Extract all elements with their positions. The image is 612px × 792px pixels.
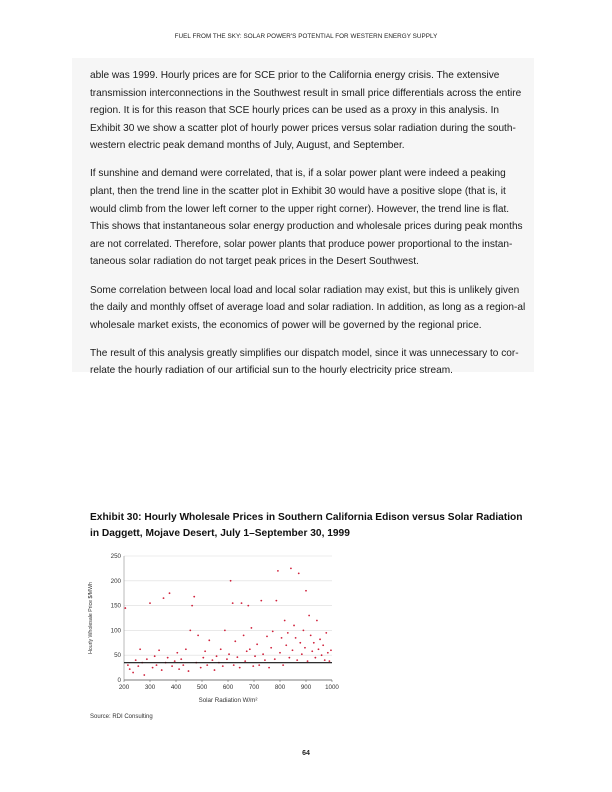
data-point bbox=[232, 602, 234, 604]
data-point bbox=[279, 652, 281, 654]
data-point bbox=[161, 669, 163, 671]
data-point bbox=[178, 668, 180, 670]
data-point bbox=[322, 644, 324, 646]
data-point bbox=[251, 627, 253, 629]
data-point bbox=[262, 653, 264, 655]
data-point bbox=[313, 642, 315, 644]
data-point bbox=[268, 667, 270, 669]
data-point bbox=[154, 655, 156, 657]
data-point bbox=[189, 630, 191, 632]
data-point bbox=[188, 670, 190, 672]
data-point bbox=[135, 659, 137, 661]
data-point bbox=[169, 592, 171, 594]
data-point bbox=[212, 659, 214, 661]
data-point bbox=[277, 570, 279, 572]
data-point bbox=[305, 590, 307, 592]
data-point bbox=[296, 659, 298, 661]
y-tick-label: 250 bbox=[110, 553, 121, 560]
paragraph: The result of this analysis greatly simplifies our dispatch model, since it was unnecessary to cor-relate the hourly radiation of our artificial sun to the hourly electricity price stream. bbox=[90, 347, 519, 377]
data-point bbox=[239, 667, 241, 669]
data-point bbox=[149, 602, 151, 604]
chart-svg bbox=[84, 548, 344, 713]
x-tick-label: 800 bbox=[274, 684, 286, 691]
x-tick-label: 200 bbox=[118, 684, 130, 691]
data-point bbox=[241, 602, 243, 604]
data-point bbox=[301, 653, 303, 655]
data-point bbox=[284, 620, 286, 622]
data-point bbox=[230, 580, 232, 582]
paragraph: Some correlation between local load and local solar radiation may exist, but this is unlikely given the daily and monthly offset of average load and solar radiation. In addition, as long as a region-al wholesale market exists, the economics of power will be governed by the regional price. bbox=[90, 284, 526, 331]
data-point bbox=[236, 656, 238, 658]
data-point bbox=[321, 654, 323, 656]
data-point bbox=[324, 659, 326, 661]
data-point bbox=[303, 630, 305, 632]
data-point bbox=[329, 660, 331, 662]
data-point bbox=[307, 660, 309, 662]
data-point bbox=[274, 658, 276, 660]
data-point bbox=[191, 605, 193, 607]
y-tick-label: 0 bbox=[117, 677, 121, 684]
scatter-chart bbox=[84, 548, 344, 713]
data-point bbox=[310, 634, 312, 636]
paragraph: able was 1999. Hourly prices are for SCE prior to the California energy crisis. The extensive transmission interconnections in the Southwest result in small price differentials across the entire region. It is for this reason that SCE hourly prices can be used as a proxy in this analysis. In Exhibit 30 we show a scatter plot of hourly power prices versus solar radiation during the south-western electric peak demand months of July, August, and September. bbox=[90, 70, 522, 152]
data-point bbox=[163, 597, 165, 599]
y-tick-label: 200 bbox=[110, 577, 121, 585]
x-tick-label: 400 bbox=[170, 684, 182, 691]
data-point bbox=[288, 657, 290, 659]
data-point bbox=[298, 572, 300, 574]
x-tick-label: 900 bbox=[300, 684, 312, 691]
data-point bbox=[246, 650, 248, 652]
page-number: 64 bbox=[302, 750, 310, 757]
data-point bbox=[129, 668, 131, 670]
y-tick-label: 150 bbox=[110, 602, 121, 610]
paragraph: If sunshine and demand were correlated, that is, if a solar power plant were indeed a peaking plant, then the trend line in the scatter plot in Exhibit 30 would have a positive slope (that is, it would climb from the lower left corner to the upper right corner). However, the trend line is flat. This shows that instantaneous solar energy production and wholesale prices during peak months are not correlated. Therefore, solar power plants that produce power proportional to the instan-taneous solar radiation do not target peak prices in the Desert Southwest. bbox=[90, 168, 523, 268]
data-point bbox=[318, 648, 320, 650]
data-point bbox=[293, 625, 295, 627]
data-point bbox=[208, 639, 210, 641]
data-point bbox=[152, 667, 154, 669]
data-point bbox=[182, 664, 184, 666]
data-point bbox=[228, 653, 230, 655]
data-point bbox=[216, 655, 218, 657]
data-point bbox=[270, 647, 272, 649]
x-tick-label: 1000 bbox=[325, 684, 339, 691]
data-point bbox=[272, 630, 274, 632]
data-point bbox=[206, 664, 208, 666]
y-tick-label: 100 bbox=[110, 627, 121, 635]
data-point bbox=[264, 659, 266, 661]
data-point bbox=[176, 652, 178, 654]
data-point bbox=[327, 652, 329, 654]
data-point bbox=[275, 600, 277, 602]
source-note: Source: RDI Consulting bbox=[90, 714, 153, 720]
data-point bbox=[158, 649, 160, 651]
data-point bbox=[143, 674, 145, 676]
data-point bbox=[308, 615, 310, 617]
x-axis-title: Solar Radiation W/m² bbox=[198, 697, 258, 704]
data-point bbox=[139, 648, 141, 650]
data-point bbox=[254, 655, 256, 657]
grid-lines bbox=[124, 556, 332, 680]
data-point bbox=[193, 596, 195, 598]
data-point bbox=[214, 669, 216, 671]
data-point bbox=[244, 660, 246, 662]
data-point bbox=[180, 658, 182, 660]
data-point bbox=[266, 635, 268, 637]
x-tick-label: 300 bbox=[144, 684, 156, 691]
data-point bbox=[137, 665, 139, 667]
y-axis-title: Hourly Wholesale Price $/MWh bbox=[88, 582, 94, 654]
data-point bbox=[234, 640, 236, 642]
data-point bbox=[316, 620, 318, 622]
data-point bbox=[249, 648, 251, 650]
data-point bbox=[132, 672, 134, 674]
running-header: FUEL FROM THE SKY: SOLAR POWER'S POTENTIAL FOR WESTERN ENERGY SUPPLY bbox=[174, 33, 438, 40]
data-point bbox=[282, 664, 284, 666]
data-point bbox=[247, 605, 249, 607]
data-point bbox=[127, 664, 129, 666]
x-tick-label: 500 bbox=[196, 684, 208, 691]
data-point bbox=[260, 600, 262, 602]
data-point bbox=[252, 665, 254, 667]
data-point bbox=[290, 568, 292, 570]
data-point bbox=[226, 658, 228, 660]
axis-labels bbox=[88, 553, 339, 704]
body-text bbox=[90, 67, 530, 391]
data-point bbox=[281, 637, 283, 639]
data-point bbox=[146, 658, 148, 660]
data-point bbox=[224, 630, 226, 632]
data-point bbox=[243, 634, 245, 636]
data-point bbox=[171, 665, 173, 667]
data-point bbox=[167, 657, 169, 659]
data-point bbox=[156, 664, 158, 666]
x-tick-label: 700 bbox=[248, 684, 260, 691]
data-point bbox=[285, 644, 287, 646]
data-point bbox=[124, 607, 126, 609]
data-point bbox=[258, 664, 260, 666]
data-point bbox=[319, 638, 321, 640]
data-point bbox=[185, 648, 187, 650]
data-point bbox=[287, 632, 289, 634]
data-point bbox=[330, 649, 332, 651]
data-point bbox=[222, 665, 224, 667]
data-point bbox=[220, 648, 222, 650]
data-point bbox=[295, 637, 297, 639]
data-point bbox=[314, 657, 316, 659]
data-point bbox=[174, 660, 176, 662]
x-tick-label: 600 bbox=[222, 684, 234, 691]
data-point bbox=[233, 664, 235, 666]
data-points bbox=[124, 568, 331, 676]
y-tick-label: 50 bbox=[114, 652, 121, 660]
data-point bbox=[311, 650, 313, 652]
data-point bbox=[299, 642, 301, 644]
data-point bbox=[304, 647, 306, 649]
data-point bbox=[200, 667, 202, 669]
data-point bbox=[197, 634, 199, 636]
exhibit-title: Exhibit 30: Hourly Wholesale Prices in Southern California Edison versus Solar Radiation in Daggett, Mojave Desert, July 1–September 30, 1999 bbox=[90, 512, 523, 539]
data-point bbox=[204, 650, 206, 652]
data-point bbox=[202, 657, 204, 659]
data-point bbox=[292, 649, 294, 651]
data-point bbox=[256, 643, 258, 645]
data-point bbox=[325, 632, 327, 634]
